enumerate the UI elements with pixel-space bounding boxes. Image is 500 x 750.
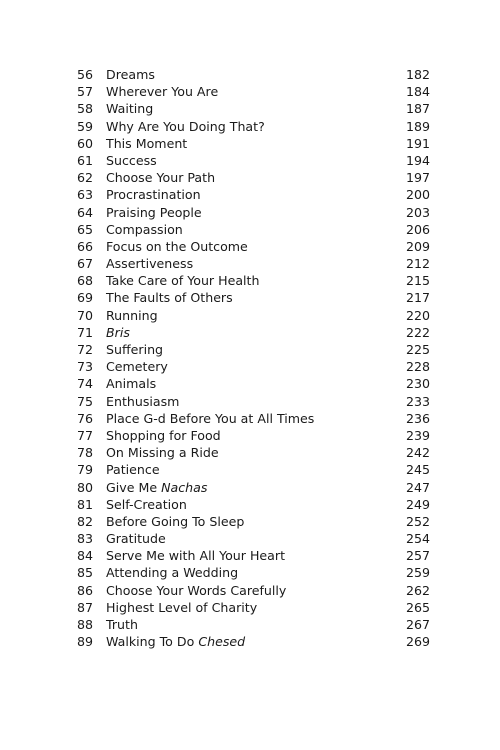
- chapter-title: [106, 152, 157, 169]
- chapter-title: [106, 135, 187, 152]
- page-number: 187: [405, 101, 430, 117]
- chapter-number: 65: [77, 221, 94, 237]
- chapter-number: 57: [77, 84, 94, 100]
- page-number: 259: [405, 565, 430, 581]
- chapter-title-text: Walking To Do: [106, 634, 199, 650]
- chapter-number: 84: [77, 548, 94, 564]
- page-number: 191: [405, 135, 430, 151]
- toc-entry: [0, 444, 500, 461]
- chapter-title-text: Highest Level of Charity: [106, 599, 258, 615]
- chapter-number: 77: [77, 427, 94, 443]
- table-of-contents: [0, 66, 500, 650]
- chapter-title: [106, 427, 221, 444]
- page-number: 236: [405, 410, 430, 426]
- chapter-title-text: This Moment: [106, 135, 188, 151]
- chapter-number: 72: [77, 342, 94, 357]
- chapter-number: 75: [77, 393, 94, 409]
- chapter-title: [106, 186, 201, 203]
- chapter-title-text: Place G-d Before You at All Times: [106, 410, 315, 426]
- toc-entry: [0, 272, 500, 289]
- chapter-number: 83: [77, 531, 94, 547]
- chapter-title: [106, 169, 215, 186]
- toc-entry: [0, 289, 500, 306]
- chapter-title: [106, 324, 130, 341]
- chapter-title: [106, 496, 187, 513]
- toc-entry: [0, 238, 500, 255]
- toc-entry: [0, 530, 500, 547]
- chapter-title-text: Truth: [106, 617, 138, 632]
- page-number: 197: [405, 170, 430, 186]
- chapter-number: 56: [77, 67, 94, 82]
- chapter-number: 86: [77, 582, 94, 598]
- chapter-title-text: Choose Your Words Carefully: [106, 582, 287, 598]
- toc-entry: [0, 83, 500, 100]
- chapter-title-text: Take Care of Your Health: [106, 273, 260, 289]
- chapter-title-text: Focus on the Outcome: [106, 238, 248, 254]
- page-number: 184: [405, 84, 430, 100]
- toc-entry: [0, 616, 500, 633]
- page-number: 228: [405, 359, 430, 375]
- chapter-title: [106, 633, 245, 650]
- page-number: 203: [405, 204, 430, 220]
- chapter-title-italic: Bris: [106, 324, 130, 340]
- page-number: 200: [405, 187, 430, 203]
- chapter-number: 73: [77, 359, 94, 375]
- page-number: 249: [405, 496, 430, 512]
- chapter-number: 59: [77, 118, 94, 134]
- page-number: 254: [405, 531, 430, 547]
- chapter-number: 61: [77, 152, 94, 168]
- page-number: 242: [405, 445, 430, 461]
- chapter-title: [106, 599, 257, 616]
- page-number: 220: [405, 307, 430, 323]
- chapter-title-text: Attending a Wedding: [106, 565, 239, 581]
- chapter-number: 82: [77, 513, 94, 529]
- chapter-title-text: Procrastination: [106, 187, 201, 203]
- chapter-title-text: Wherever You Are: [106, 84, 219, 100]
- toc-entry: [0, 307, 500, 324]
- chapter-number: 74: [77, 376, 94, 392]
- chapter-title: [106, 358, 168, 375]
- chapter-title: [106, 513, 244, 530]
- chapter-number: 68: [77, 273, 94, 289]
- chapter-title: [106, 118, 265, 135]
- toc-entry: [0, 496, 500, 513]
- chapter-title-text: Patience: [106, 462, 160, 478]
- chapter-number: 63: [77, 187, 94, 203]
- toc-entry: [0, 221, 500, 238]
- chapter-title-italic: Chesed: [198, 634, 246, 650]
- chapter-title-text: Serve Me with All Your Heart: [106, 548, 286, 564]
- chapter-number: 71: [77, 324, 94, 340]
- chapter-title-text: Why Are You Doing That?: [106, 118, 265, 134]
- chapter-title: [106, 375, 156, 392]
- toc-entry: [0, 633, 500, 650]
- toc-entry: [0, 66, 500, 83]
- chapter-title-text: Give Me: [106, 479, 162, 495]
- page-number: 194: [405, 152, 430, 168]
- chapter-title: [106, 83, 218, 100]
- toc-entry: [0, 479, 500, 496]
- chapter-title: [106, 530, 166, 547]
- chapter-title: [106, 204, 202, 221]
- chapter-title-italic: Nachas: [161, 479, 208, 495]
- chapter-title: [106, 66, 155, 83]
- toc-entry: [0, 186, 500, 203]
- chapter-title: [106, 393, 179, 410]
- toc-entry: [0, 599, 500, 616]
- toc-entry: [0, 135, 500, 152]
- chapter-title-text: Choose Your Path: [106, 170, 216, 186]
- page-number: 269: [405, 634, 430, 650]
- chapter-number: 69: [77, 290, 94, 306]
- chapter-title-text: Suffering: [106, 342, 164, 357]
- page-number: 230: [405, 376, 430, 392]
- chapter-title-text: Shopping for Food: [106, 427, 221, 443]
- page-number: 239: [405, 427, 430, 443]
- chapter-title-text: The Faults of Others: [106, 290, 233, 306]
- chapter-title: [106, 238, 248, 255]
- chapter-title-text: Waiting: [106, 101, 154, 117]
- toc-entry: [0, 410, 500, 427]
- toc-entry: [0, 169, 500, 186]
- toc-entry: [0, 152, 500, 169]
- page-number: 265: [405, 599, 430, 615]
- page-number: 262: [405, 582, 430, 598]
- toc-entry: [0, 375, 500, 392]
- toc-entry: [0, 100, 500, 117]
- chapter-number: 89: [77, 634, 94, 650]
- toc-entry: [0, 118, 500, 135]
- chapter-title: [106, 289, 233, 306]
- page-number: 217: [405, 290, 430, 306]
- page-number: 209: [405, 238, 430, 254]
- toc-entry: [0, 582, 500, 599]
- chapter-title: [106, 272, 259, 289]
- page-number: 252: [405, 513, 430, 529]
- page-number: 267: [405, 617, 430, 632]
- toc-entry: [0, 358, 500, 375]
- page-number: 206: [405, 221, 430, 237]
- page-number: 247: [405, 479, 430, 495]
- chapter-title: [106, 100, 153, 117]
- page-number: 257: [405, 548, 430, 564]
- chapter-number: 70: [77, 307, 94, 323]
- chapter-number: 62: [77, 170, 94, 186]
- chapter-number: 58: [77, 101, 94, 117]
- toc-entry: [0, 393, 500, 410]
- chapter-number: 78: [77, 445, 94, 461]
- chapter-number: 85: [77, 565, 94, 581]
- toc-entry: [0, 564, 500, 581]
- toc-entry: [0, 427, 500, 444]
- chapter-title-text: Compassion: [106, 221, 183, 237]
- page-number: 212: [405, 256, 430, 272]
- chapter-number: 80: [77, 479, 94, 495]
- page-number: 245: [405, 462, 430, 478]
- chapter-number: 60: [77, 135, 94, 151]
- toc-entry: [0, 513, 500, 530]
- chapter-number: 87: [77, 599, 94, 615]
- chapter-title-text: Gratitude: [106, 531, 166, 547]
- toc-entry: [0, 324, 500, 341]
- chapter-number: 79: [77, 462, 94, 478]
- chapter-title-text: Enthusiasm: [106, 393, 180, 409]
- chapter-number: 66: [77, 238, 94, 254]
- chapter-title: [106, 564, 238, 581]
- chapter-title-text: Success: [106, 152, 157, 168]
- toc-entry: [0, 341, 500, 358]
- page-number: 225: [405, 342, 430, 357]
- chapter-title: [106, 341, 163, 358]
- chapter-title: [106, 255, 193, 272]
- toc-entry: [0, 547, 500, 564]
- chapter-number: 67: [77, 256, 94, 272]
- page-number: 233: [405, 393, 430, 409]
- chapter-number: 64: [77, 204, 94, 220]
- chapter-title-text: Cemetery: [106, 359, 168, 375]
- chapter-title: [106, 307, 158, 324]
- chapter-title: [106, 444, 219, 461]
- chapter-title-text: Before Going To Sleep: [106, 513, 245, 529]
- chapter-title-text: Animals: [106, 376, 157, 392]
- chapter-title: [106, 410, 314, 427]
- toc-entry: [0, 461, 500, 478]
- chapter-number: 88: [77, 617, 94, 632]
- chapter-title: [106, 461, 160, 478]
- chapter-title-text: Assertiveness: [106, 256, 194, 272]
- chapter-title: [106, 547, 285, 564]
- page-number: 222: [405, 324, 430, 340]
- toc-entry: [0, 255, 500, 272]
- toc-entry: [0, 204, 500, 221]
- chapter-title-text: On Missing a Ride: [106, 445, 219, 461]
- chapter-number: 76: [77, 410, 94, 426]
- page-number: 182: [405, 67, 430, 82]
- chapter-title: [106, 221, 183, 238]
- page-number: 215: [405, 273, 430, 289]
- chapter-title-text: Dreams: [106, 67, 155, 82]
- chapter-number: 81: [77, 496, 94, 512]
- chapter-title-text: Praising People: [106, 204, 202, 220]
- chapter-title: [106, 479, 207, 496]
- chapter-title-text: Running: [106, 307, 158, 323]
- page-number: 189: [405, 118, 430, 134]
- chapter-title: [106, 616, 138, 633]
- chapter-title: [106, 582, 286, 599]
- chapter-title-text: Self-Creation: [106, 496, 187, 512]
